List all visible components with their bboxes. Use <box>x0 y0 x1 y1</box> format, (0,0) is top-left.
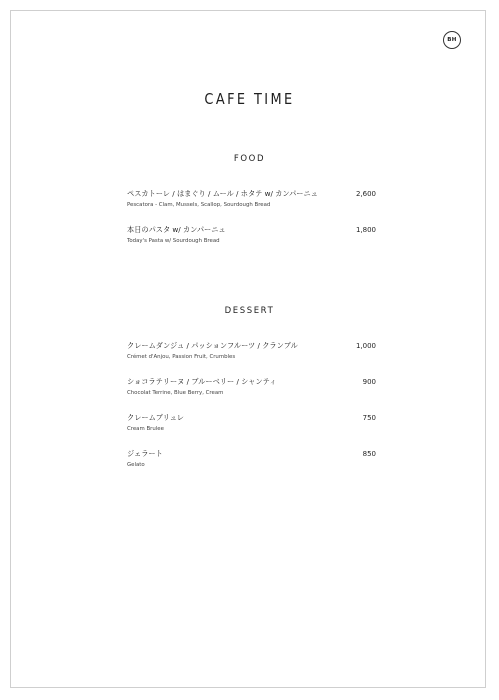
item-price: 1,000 <box>355 342 376 350</box>
menu-item-chocolat-terrine <box>127 377 376 397</box>
menu-item-cremet <box>127 341 376 361</box>
menu-item-gelato <box>127 449 376 469</box>
item-price: 850 <box>362 450 376 458</box>
menu-item-pasta <box>127 225 376 245</box>
item-price: 1,800 <box>355 226 376 234</box>
item-description: Gelato <box>127 462 145 468</box>
item-description: Today's Pasta w/ Sourdough Bread <box>127 238 220 244</box>
item-price: 2,600 <box>355 190 376 198</box>
section-heading-food: FOOD <box>233 154 266 164</box>
item-name: ペスカトーレ / はまぐり / ムール / ホタテ w/ カンパーニュ <box>127 189 318 198</box>
item-name: ショコラテリーヌ / ブルーベリー / シャンティ <box>127 377 277 386</box>
item-name: クレームダンジュ / パッションフルーツ / クランブル <box>127 341 298 350</box>
menu-item-creme-brulee <box>127 413 376 433</box>
menu-title: CAFE TIME <box>204 90 295 108</box>
brand-logo: BH <box>443 31 461 49</box>
item-name: 本日のパスタ w/ カンパーニュ <box>127 225 226 234</box>
item-price: 900 <box>362 378 376 386</box>
menu-item-pescatora <box>127 189 376 209</box>
item-description: Pescatora - Clam, Mussels, Scallop, Sourdough Bread <box>127 202 271 208</box>
item-description: Cream Brulee <box>127 426 164 432</box>
item-description: Chocolat Terrine, Blue Berry, Cream <box>127 390 224 396</box>
item-name: ジェラート <box>127 449 163 458</box>
section-heading-dessert: DESSERT <box>224 306 275 316</box>
item-price: 750 <box>362 414 376 422</box>
item-name: クレームブリュレ <box>127 413 184 422</box>
item-description: Crémet d'Anjou, Passion Fruit, Crumbles <box>127 354 236 360</box>
